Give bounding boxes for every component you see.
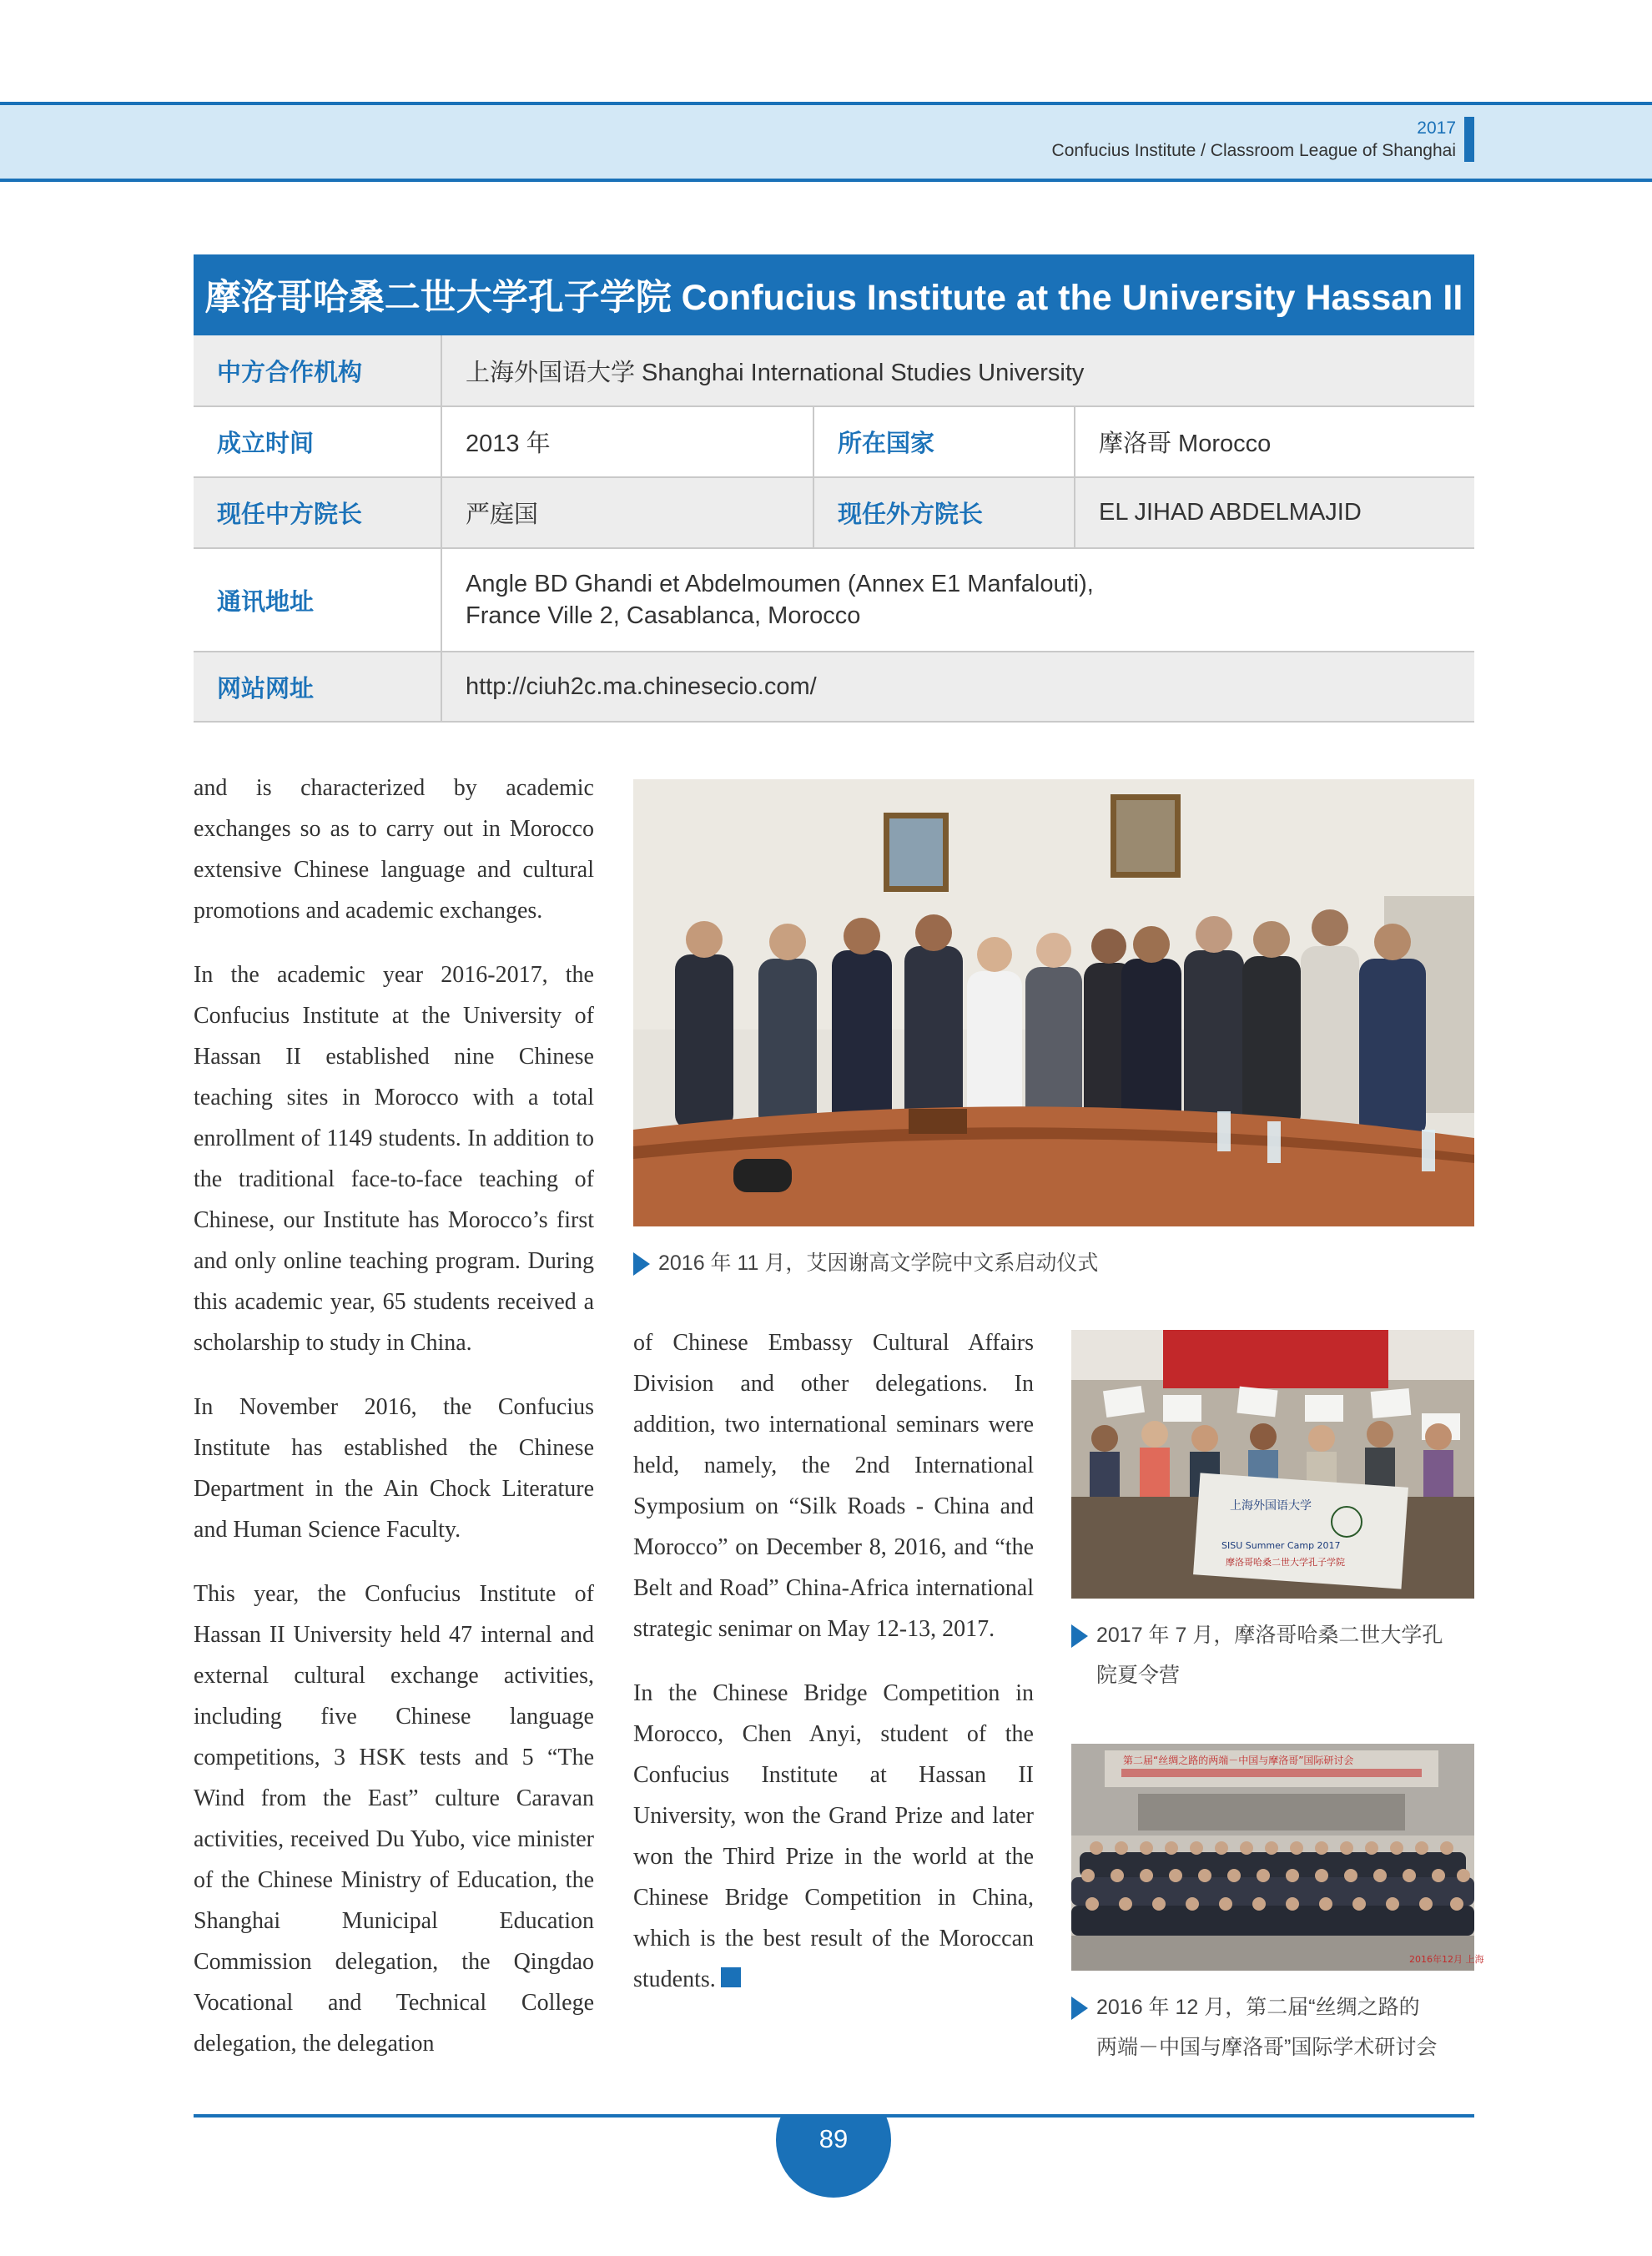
caption-text-line-2: 两端－中国与摩洛哥”国际学术研讨会 [1096, 2036, 1438, 2059]
paragraph: In November 2016, the Confucius Institute has established the Chinese Department in the Ain Chock Literature and Human Science Faculty. [194, 1394, 594, 1543]
page-title: 摩洛哥哈桑二世大学孔子学院 Confucius Institute at the University Hassan II [194, 254, 1474, 335]
table-row [194, 406, 1474, 477]
caption-photo-2 [1071, 1615, 1474, 1695]
caption-text-line-1: 2017 年 7 月，摩洛哥哈桑二世大学孔 [1096, 1624, 1443, 1647]
symposium-banner: 第二届“丝绸之路的两端－中国与摩洛哥”国际研讨会 [1123, 1755, 1354, 1766]
running-header [0, 102, 1652, 182]
camp-banner-camp: SISU Summer Camp 2017 [1221, 1540, 1341, 1551]
photo-summer-camp [1071, 1330, 1474, 1599]
header-year: 2017 [1417, 118, 1456, 138]
end-mark-icon [721, 1967, 741, 1987]
address-line-1: Angle BD Ghandi et Abdelmoumen (Annex E1 Manfalouti), [466, 571, 1094, 597]
caption-arrow-icon [633, 1252, 650, 1276]
camp-banner-school: 上海外国语大学 [1230, 1499, 1312, 1513]
text-column-middle [633, 1322, 1034, 2023]
partner-label: 中方合作机构 [194, 335, 441, 406]
caption-text-line-1: 2016 年 12 月，第二届“丝绸之路的 [1096, 1996, 1420, 2019]
foreign-director-value: EL JIHAD ABDELMAJID [1075, 477, 1474, 548]
foreign-director-label: 现任外方院长 [813, 477, 1075, 548]
founded-label: 成立时间 [194, 406, 441, 477]
caption-text-line-2: 院夏令营 [1096, 1664, 1181, 1687]
website-label: 网站网址 [194, 652, 441, 722]
partner-value: 上海外国语大学 Shanghai International Studies University [441, 335, 1474, 406]
caption-text: 2016 年 11 月，艾因谢高文学院中文系启动仪式 [658, 1251, 1099, 1275]
address-value [441, 548, 1474, 652]
page-number: 89 [818, 2124, 849, 2153]
text-column-left [194, 768, 594, 2087]
symposium-date: 2016年12月 上海 [1409, 1954, 1484, 1965]
header-league: Confucius Institute / Classroom League of Shanghai [1051, 141, 1456, 160]
photo-symposium-image [1071, 1744, 1484, 1971]
paragraph-text: In the Chinese Bridge Competition in Morocco, Chen Anyi, student of the Confucius Institute at Hassan II University, won the Grand Prize and later won the Third Prize in the world at the Chinese Bridge Competition in China, which is the best result of the Moroccan students. [633, 1680, 1034, 1992]
paragraph: In the academic year 2016-2017, the Confucius Institute at the University of Hassan II established nine Chinese teaching sites in Morocco with a total enrollment of 1149 students. In addition to the traditional face-to-face teaching of Chinese, our Institute has Morocco’s first and only online teaching program. During this academic year, 65 students received a scholarship to study in China. [194, 962, 594, 1356]
paragraph: and is characterized by academic exchanges so as to carry out in Morocco extensive Chinese language and cultural promotions and academic exchanges. [194, 775, 594, 924]
caption-arrow-icon [1071, 1997, 1088, 2020]
header-accent-bar [1464, 117, 1474, 162]
camp-banner-cn: 摩洛哥哈桑二世大学孔子学院 [1226, 1557, 1345, 1568]
header-text [1052, 117, 1456, 162]
info-table [194, 335, 1474, 723]
paragraph: This year, the Confucius Institute of Hassan II University held 47 internal and external cultural exchange activities, including five Chinese language competitions, 3 HSK tests and 5 “The Wind from the East” culture Caravan activities, received Du Yubo, vice minister of the Chinese Ministry of Education, the Shanghai Municipal Education Commission delegation, the Qingdao Vocational and Technical College delegation, the delegation [194, 1581, 594, 2057]
photo-launch-ceremony [633, 779, 1474, 1226]
paragraph: of Chinese Embassy Cultural Affairs Division and other delegations. In addition, two international seminars were held, namely, the 2nd International Symposium on “Silk Roads - China and Morocco” on December 8, 2016, and “the Belt and Road” China-Africa international strategic senimar on May 12-13, 2017. [633, 1330, 1034, 1642]
address-line-2: France Ville 2, Casablanca, Morocco [466, 602, 861, 629]
photo-launch-ceremony-image [633, 779, 1474, 1226]
table-row [194, 548, 1474, 652]
table-row [194, 335, 1474, 406]
cn-director-value: 严庭国 [441, 477, 813, 548]
paragraph [633, 1673, 1034, 2000]
table-row [194, 477, 1474, 548]
caption-arrow-icon [1071, 1624, 1088, 1648]
address-label: 通讯地址 [194, 548, 441, 652]
cn-director-label: 现任中方院长 [194, 477, 441, 548]
table-row [194, 652, 1474, 722]
country-value: 摩洛哥 Morocco [1075, 406, 1474, 477]
founded-value: 2013 年 [441, 406, 813, 477]
caption-photo-1 [633, 1243, 1474, 1283]
website-link[interactable]: http://ciuh2c.ma.chinesecio.com/ [441, 652, 1474, 722]
photo-symposium [1071, 1744, 1484, 1971]
country-label: 所在国家 [813, 406, 1075, 477]
photo-summer-camp-image [1071, 1330, 1474, 1599]
caption-photo-3 [1071, 1987, 1474, 2067]
